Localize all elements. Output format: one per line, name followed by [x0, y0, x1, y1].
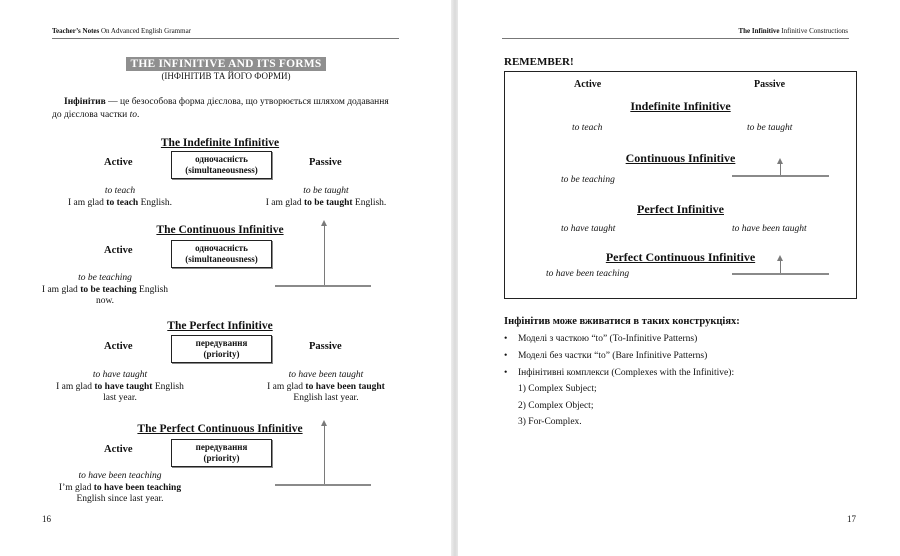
ex-bold: to teach [106, 197, 139, 208]
bullet-icon: • [504, 351, 508, 361]
active-label: Active [104, 157, 133, 168]
header-bold: Teacher’s Notes [52, 27, 100, 35]
constructions-heading: Інфінітив може вживатися в таких конструкціях: [504, 316, 740, 327]
ex-post: English. [138, 197, 172, 208]
box-line1: передування [195, 442, 248, 452]
time-box [171, 240, 272, 268]
ex-pre: I’m glad [58, 482, 94, 493]
ex-pre: I am glad [56, 381, 95, 392]
intro-particle: to [129, 109, 137, 120]
box-line2: (priority) [203, 453, 240, 463]
sub-item: 2) Complex Object; [518, 401, 594, 411]
example-active [40, 186, 200, 209]
example-active [30, 273, 180, 308]
ex-line2: now. [95, 296, 115, 306]
title-wrap [0, 54, 452, 72]
active-form: to have taught [92, 370, 148, 380]
ex-pre: I am glad [265, 197, 304, 208]
box-line1: одночасність [195, 154, 248, 164]
row-active-form: to have taught [561, 224, 616, 234]
ex-line2: last year. [103, 393, 137, 403]
bullet-icon: • [504, 334, 508, 344]
intro-text: — це безособова форма дієслова, що утворюється шляхом додавання до дієслова частки [52, 97, 389, 120]
header-rest: Infinitive Constructions [779, 27, 848, 35]
active-form: to teach [104, 186, 136, 196]
time-box [171, 151, 272, 179]
time-line-vertical [324, 224, 325, 286]
ex-post: English [136, 284, 169, 295]
ex-pre: I am glad [41, 284, 81, 295]
header-rule [502, 38, 849, 39]
row-title-perfect: Perfect Infinitive [637, 202, 724, 216]
ex-bold: to be teaching [80, 284, 137, 295]
remember-heading: REMEMBER! [504, 56, 574, 68]
box-line2: (simultaneousness) [185, 165, 258, 175]
page-number: 17 [847, 514, 856, 524]
bullet-item: Моделі з часткою “to” (To-Infinitive Patterns) [518, 334, 698, 344]
remember-box [504, 71, 857, 299]
row-active-form: to have been teaching [546, 269, 630, 279]
right-page [458, 0, 900, 556]
row-title-continuous: Continuous Infinitive [625, 151, 736, 165]
ex-post: English [152, 381, 184, 392]
ex-bold: to have been teaching [93, 482, 182, 493]
row-title-indefinite: Indefinite Infinitive [630, 99, 731, 113]
ex-bold: to have been taught [305, 381, 385, 392]
active-label: Active [574, 79, 602, 90]
bullet-icon: • [504, 368, 508, 378]
ex-pre: I am glad [267, 381, 306, 392]
example-passive [246, 370, 406, 405]
row-active-form: to teach [572, 123, 603, 133]
box-line2: (simultaneousness) [185, 254, 258, 264]
ex-bold: to have taught [94, 381, 153, 392]
section-title-perfect-continuous: The Perfect Continuous Infinitive [137, 423, 303, 435]
passive-form: to be taught [303, 186, 349, 196]
left-running-header [52, 27, 191, 35]
ex-pre: I am glad [68, 197, 107, 208]
row-passive-form: to have been taught [732, 224, 807, 234]
passive-form: to have been taught [288, 370, 364, 380]
time-line-horizontal [275, 285, 371, 287]
page-title: THE INFINITIVE AND ITS FORMS [126, 57, 327, 71]
row-passive-form: to be taught [747, 123, 793, 133]
time-line-vertical [780, 162, 781, 176]
passive-label: Passive [309, 341, 342, 352]
active-form: to be teaching [78, 273, 132, 283]
passive-label: Passive [754, 79, 786, 90]
intro-bold: Інфінітив [64, 97, 106, 107]
active-label: Active [104, 245, 133, 256]
intro-end: . [137, 109, 140, 120]
example-active [40, 370, 200, 405]
intro-paragraph [52, 96, 397, 121]
section-title-indefinite: The Indefinite Infinitive [160, 137, 280, 149]
section-title-perfect: The Perfect Infinitive [167, 320, 273, 332]
box-line1: передування [195, 338, 248, 348]
row-active-form: to be teaching [561, 175, 615, 185]
passive-label: Passive [309, 157, 342, 168]
active-label: Active [104, 341, 133, 352]
box-line1: одночасність [195, 243, 248, 253]
time-box [171, 335, 272, 363]
box-line2: (priority) [203, 349, 240, 359]
bullet-item: Інфінітивні комплекси (Complexes with the Infinitive): [518, 368, 735, 378]
example-active [40, 471, 200, 506]
time-line-horizontal [732, 175, 829, 177]
example-passive [246, 186, 406, 209]
time-box [171, 439, 272, 467]
header-bold: The Infinitive [738, 27, 780, 35]
header-rest: On Advanced English Grammar [99, 27, 192, 35]
time-line-vertical [780, 259, 781, 273]
time-line-horizontal [275, 484, 371, 486]
ex-post: English. [352, 197, 387, 208]
header-rule [52, 38, 399, 39]
page-subtitle: (ІНФІНІТИВ ТА ЙОГО ФОРМИ) [161, 71, 291, 81]
right-running-header [739, 27, 849, 35]
active-label: Active [104, 444, 133, 455]
active-form: to have been teaching [78, 471, 162, 481]
page-number: 16 [42, 514, 51, 524]
time-line-horizontal [732, 273, 829, 275]
ex-line2: English since last year. [76, 494, 164, 504]
ex-line2: English last year. [293, 393, 359, 403]
sub-item: 1) Complex Subject; [518, 384, 597, 394]
sub-item: 3) For-Complex. [518, 417, 582, 427]
bullet-item: Моделі без частки “to” (Bare Infinitive Patterns) [518, 351, 708, 361]
ex-bold: to be taught [303, 197, 353, 208]
row-title-perfect-continuous: Perfect Continuous Infinitive [605, 250, 756, 264]
section-title-continuous: The Continuous Infinitive [156, 224, 284, 236]
time-line-vertical [324, 424, 325, 485]
